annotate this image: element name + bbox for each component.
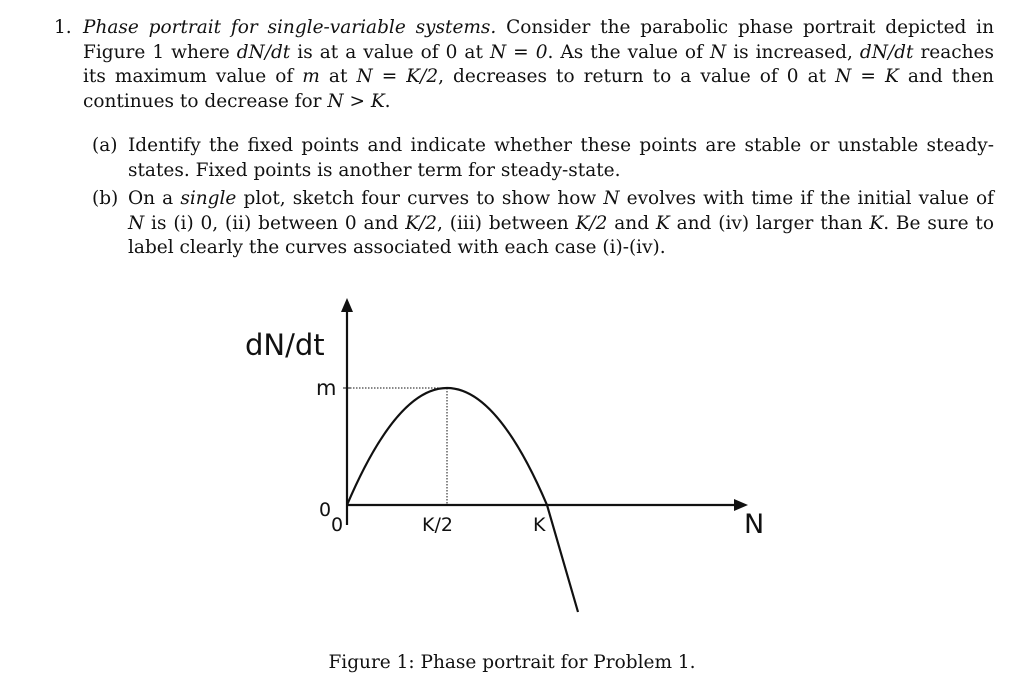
part-b-text: is (i) 0, (ii) between 0 and — [144, 212, 406, 234]
intro-text: is at a value of 0 at — [290, 41, 490, 63]
figure-phase-portrait — [230, 290, 790, 640]
math-n: N — [603, 188, 620, 209]
zero-x-label: 0 — [331, 514, 344, 536]
k-half-label: K/2 — [422, 514, 453, 536]
phase-portrait-plot — [230, 290, 790, 640]
y-axis-label: dN/dt — [245, 328, 325, 362]
part-b-text: and (iv) larger than — [669, 212, 870, 234]
problem-number: 1. — [54, 17, 72, 38]
intro-text: reaches its maximum value of — [83, 41, 995, 87]
math-n-eq-k: N = K — [835, 66, 899, 87]
intro-text: is increased, — [726, 41, 860, 63]
part-b-emph-single: single — [180, 188, 237, 209]
part-a — [92, 134, 994, 183]
math-k2: K/2 — [575, 212, 608, 234]
intro-text: Consider the parabolic phase portrait depicted in Figure 1 where — [83, 17, 994, 63]
math-k: K — [655, 212, 670, 234]
intro-text: and then continues to decrease for — [83, 66, 994, 112]
part-b-text: and — [607, 212, 656, 234]
problem-statement — [83, 16, 994, 114]
math-n-eq-k2: N = K/2 — [356, 66, 439, 87]
math-dndt: dN/dt — [236, 41, 291, 63]
k-label: K — [533, 514, 546, 536]
intro-text: . As the value of — [547, 41, 710, 63]
parabola-curve — [347, 388, 578, 612]
x-axis-label: N — [744, 509, 765, 540]
part-b-label: (b) — [92, 188, 119, 209]
part-a-label: (a) — [92, 135, 118, 156]
intro-text: at — [319, 66, 357, 87]
problem-title: Phase portrait for single-variable systems. — [83, 17, 497, 38]
zero-y-label: 0 — [319, 499, 332, 521]
math-dndt: dN/dt — [859, 41, 914, 63]
math-k2: K/2 — [405, 212, 438, 234]
part-b-text: plot, sketch four curves to show how — [236, 188, 604, 209]
problem-parts — [92, 134, 994, 265]
math-m: m — [302, 66, 320, 87]
part-b-text: On a — [128, 188, 181, 209]
problem-1 — [54, 16, 995, 258]
y-axis-arrowhead — [341, 298, 353, 312]
math-n: N — [128, 212, 145, 234]
intro-text: , decreases to return to a value of 0 at — [438, 66, 836, 87]
math-k: K — [869, 212, 884, 234]
math-n-gt-k: N > K — [327, 90, 385, 112]
part-a-text: Identify the fixed points and indicate whether these points are stable or unstable steady-states. Fixed points is another term for steady-state. — [128, 135, 994, 181]
part-b-text: , (iii) between — [437, 212, 576, 234]
m-tick-label: m — [316, 376, 337, 400]
part-b — [92, 187, 994, 261]
intro-text: . — [384, 90, 391, 112]
figure-caption: Figure 1: Phase portrait for Problem 1. — [328, 652, 696, 673]
part-b-text: evolves with time if the initial value of — [619, 188, 994, 209]
math-n: N — [709, 41, 727, 63]
math-n-eq-0: N = 0 — [489, 41, 548, 63]
part-b-text: . Be sure to label clearly the curves associated with each case (i)-(iv). — [128, 212, 994, 258]
